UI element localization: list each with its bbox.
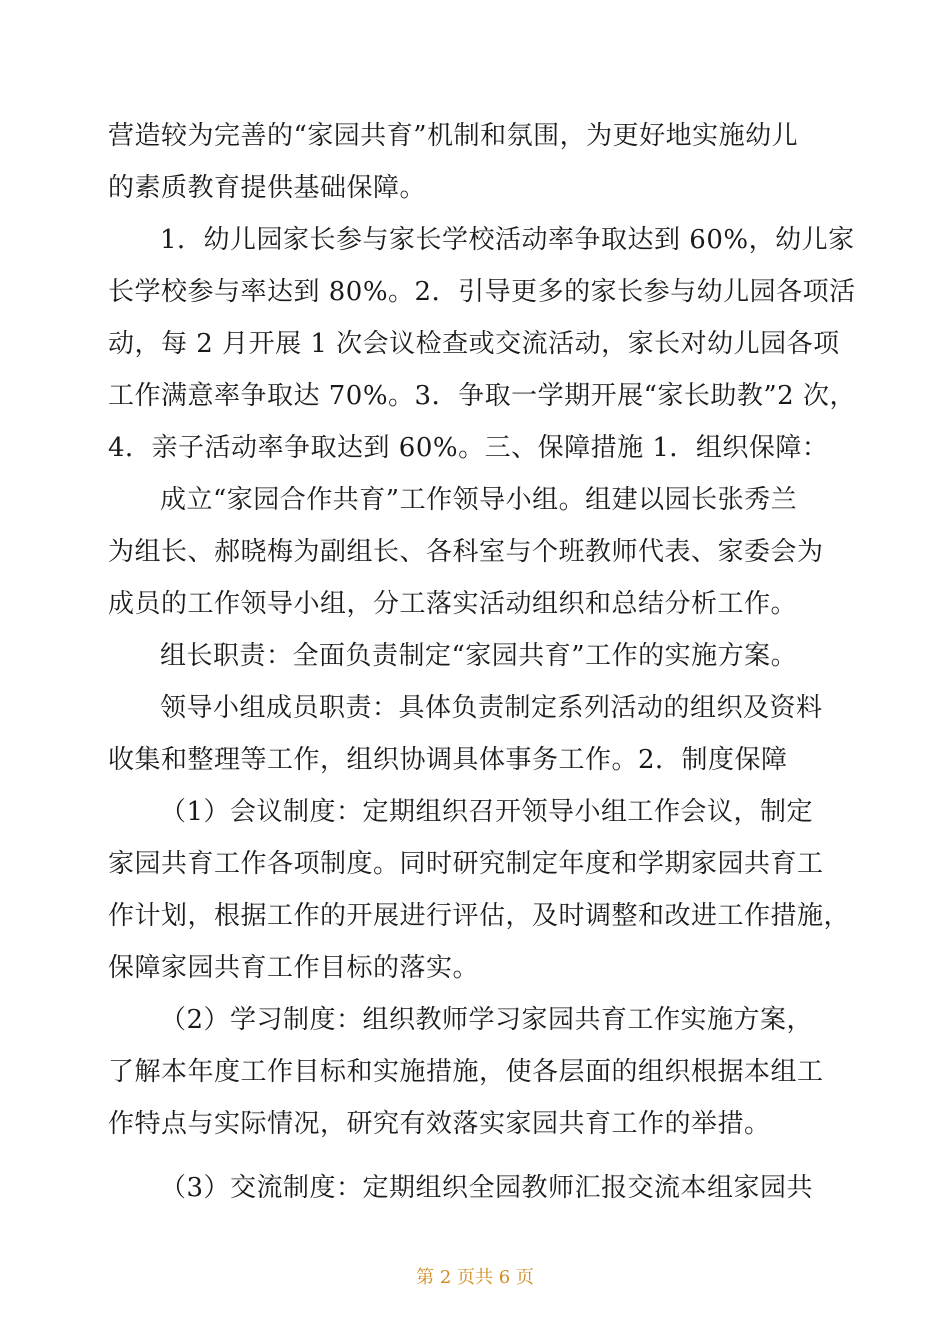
paragraph-line: 的素质教育提供基础保障。 (108, 173, 427, 203)
paragraph-line: 作特点与实际情况，研究有效落实家园共育工作的举措。 (108, 1109, 771, 1139)
paragraph-line: 保障家园共育工作目标的落实。 (108, 953, 480, 983)
paragraph-line: 家园共育工作各项制度。同时研究制定年度和学期家园共育工 (108, 849, 824, 879)
paragraph-line: 成立“家园合作共育”工作领导小组。组建以园长张秀兰 (160, 485, 798, 515)
page-number-footer: 第 2 页共 6 页 (416, 1267, 534, 1288)
paragraph-line: 了解本年度工作目标和实施措施，使各层面的组织根据本组工 (108, 1057, 824, 1087)
paragraph-line: （1）会议制度：定期组织召开领导小组工作会议，制定 (160, 797, 814, 827)
paragraph-line: 4．亲子活动率争取达到 60%。三、保障措施 1．组织保障： (108, 433, 829, 463)
paragraph-line: 收集和整理等工作，组织协调具体事务工作。2．制度保障 (108, 745, 788, 775)
paragraph-line: 为组长、郝晓梅为副组长、各科室与个班教师代表、家委会为 (108, 537, 824, 567)
paragraph-line: 1．幼儿园家长参与家长学校活动率争取达到 60%，幼儿家 (160, 225, 855, 255)
paragraph-line: 工作满意率争取达 70%。3．争取一学期开展“家长助教”2 次， (108, 381, 856, 411)
paragraph-line: 领导小组成员职责：具体负责制定系列活动的组织及资料 (160, 693, 823, 723)
paragraph-line: （3）交流制度：定期组织全园教师汇报交流本组家园共 (160, 1173, 814, 1203)
paragraph-line: 作计划，根据工作的开展进行评估，及时调整和改进工作措施， (108, 901, 851, 931)
paragraph-line: 营造较为完善的“家园共育”机制和氛围，为更好地实施幼儿 (108, 121, 799, 151)
paragraph-line: 成员的工作领导小组，分工落实活动组织和总结分析工作。 (108, 589, 798, 619)
paragraph-line: （2）学习制度：组织教师学习家园共育工作实施方案， (160, 1005, 814, 1035)
paragraph-line: 组长职责：全面负责制定“家园共育”工作的实施方案。 (160, 641, 798, 671)
paragraph-line: 动，每 2 月开展 1 次会议检查或交流活动，家长对幼儿园各项 (108, 329, 840, 359)
paragraph-line: 长学校参与率达到 80%。2．引导更多的家长参与幼儿园各项活 (108, 277, 856, 307)
